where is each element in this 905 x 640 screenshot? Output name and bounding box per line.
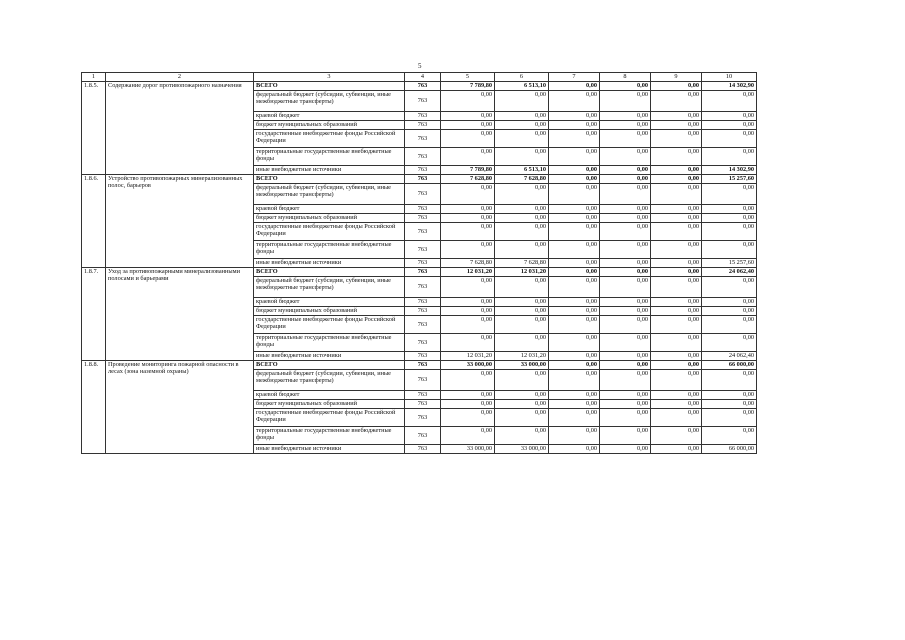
amount-cell: 7 628,80 xyxy=(441,175,495,184)
amount-cell: 0,00 xyxy=(600,166,651,175)
kbk-code: 763 xyxy=(405,370,441,391)
section-name: Уход за противопожарными минерализованными полосами и барьерами xyxy=(106,268,254,361)
funding-source: территориальные государственные внебюджетные фонды xyxy=(254,241,405,259)
amount-cell: 7 628,80 xyxy=(441,259,495,268)
amount-cell: 0,00 xyxy=(441,112,495,121)
kbk-code: 763 xyxy=(405,223,441,241)
amount-cell: 7 628,80 xyxy=(495,259,549,268)
funding-source: краевой бюджет xyxy=(254,298,405,307)
section-code: 1.8.8. xyxy=(82,361,106,454)
amount-cell: 0,00 xyxy=(651,148,702,166)
amount-cell: 0,00 xyxy=(600,259,651,268)
amount-cell: 0,00 xyxy=(702,391,757,400)
amount-cell: 0,00 xyxy=(600,175,651,184)
amount-cell: 7 628,80 xyxy=(495,175,549,184)
amount-cell: 0,00 xyxy=(600,445,651,454)
kbk-code: 763 xyxy=(405,175,441,184)
section-code: 1.8.7. xyxy=(82,268,106,361)
funding-source: ВСЕГО xyxy=(254,82,405,91)
amount-cell: 0,00 xyxy=(702,277,757,298)
amount-cell: 0,00 xyxy=(495,307,549,316)
funding-source: государственные внебюджетные фонды Российской Федерации xyxy=(254,316,405,334)
kbk-code: 763 xyxy=(405,130,441,148)
amount-cell: 33 000,00 xyxy=(495,361,549,370)
funding-source: бюджет муниципальных образований xyxy=(254,214,405,223)
amount-cell: 0,00 xyxy=(441,400,495,409)
amount-cell: 0,00 xyxy=(600,82,651,91)
kbk-code: 763 xyxy=(405,277,441,298)
amount-cell: 0,00 xyxy=(441,316,495,334)
kbk-code: 763 xyxy=(405,352,441,361)
funding-source: территориальные государственные внебюджетные фонды xyxy=(254,427,405,445)
amount-cell: 0,00 xyxy=(495,277,549,298)
amount-cell: 0,00 xyxy=(549,175,600,184)
kbk-code: 763 xyxy=(405,214,441,223)
amount-cell: 0,00 xyxy=(600,91,651,112)
amount-cell: 0,00 xyxy=(549,121,600,130)
kbk-code: 763 xyxy=(405,391,441,400)
amount-cell: 0,00 xyxy=(651,427,702,445)
kbk-code: 763 xyxy=(405,445,441,454)
amount-cell: 0,00 xyxy=(549,277,600,298)
amount-cell: 0,00 xyxy=(702,214,757,223)
amount-cell: 0,00 xyxy=(702,334,757,352)
amount-cell: 0,00 xyxy=(549,370,600,391)
amount-cell: 0,00 xyxy=(600,130,651,148)
amount-cell: 0,00 xyxy=(651,112,702,121)
amount-cell: 0,00 xyxy=(495,91,549,112)
section-code: 1.8.6. xyxy=(82,175,106,268)
amount-cell: 0,00 xyxy=(549,148,600,166)
amount-cell: 0,00 xyxy=(702,307,757,316)
kbk-code: 763 xyxy=(405,166,441,175)
amount-cell: 0,00 xyxy=(651,82,702,91)
amount-cell: 0,00 xyxy=(549,352,600,361)
amount-cell: 0,00 xyxy=(549,91,600,112)
amount-cell: 0,00 xyxy=(651,223,702,241)
amount-cell: 14 302,90 xyxy=(702,82,757,91)
kbk-code: 763 xyxy=(405,91,441,112)
amount-cell: 0,00 xyxy=(702,370,757,391)
funding-source: иные внебюджетные источники xyxy=(254,166,405,175)
funding-source: ВСЕГО xyxy=(254,268,405,277)
amount-cell: 0,00 xyxy=(600,184,651,205)
amount-cell: 0,00 xyxy=(495,334,549,352)
kbk-code: 763 xyxy=(405,112,441,121)
amount-cell: 0,00 xyxy=(441,205,495,214)
amount-cell: 0,00 xyxy=(651,334,702,352)
amount-cell: 0,00 xyxy=(651,130,702,148)
amount-cell: 0,00 xyxy=(651,259,702,268)
amount-cell: 0,00 xyxy=(441,223,495,241)
amount-cell: 0,00 xyxy=(441,184,495,205)
page-number: 5 xyxy=(418,62,422,70)
amount-cell: 0,00 xyxy=(702,241,757,259)
funding-source: территориальные государственные внебюджетные фонды xyxy=(254,148,405,166)
amount-cell: 0,00 xyxy=(702,112,757,121)
amount-cell: 0,00 xyxy=(495,148,549,166)
amount-cell: 0,00 xyxy=(495,316,549,334)
amount-cell: 12 031,20 xyxy=(495,352,549,361)
amount-cell: 0,00 xyxy=(549,298,600,307)
amount-cell: 0,00 xyxy=(549,427,600,445)
amount-cell: 0,00 xyxy=(441,277,495,298)
amount-cell: 0,00 xyxy=(600,268,651,277)
amount-cell: 0,00 xyxy=(651,370,702,391)
amount-cell: 66 000,00 xyxy=(702,361,757,370)
amount-cell: 0,00 xyxy=(600,391,651,400)
amount-cell: 0,00 xyxy=(651,352,702,361)
amount-cell: 0,00 xyxy=(441,298,495,307)
amount-cell: 0,00 xyxy=(651,166,702,175)
amount-cell: 0,00 xyxy=(549,112,600,121)
kbk-code: 763 xyxy=(405,184,441,205)
amount-cell: 0,00 xyxy=(600,298,651,307)
amount-cell: 0,00 xyxy=(441,391,495,400)
amount-cell: 0,00 xyxy=(702,409,757,427)
amount-cell: 0,00 xyxy=(702,223,757,241)
amount-cell: 0,00 xyxy=(651,268,702,277)
amount-cell: 0,00 xyxy=(702,298,757,307)
amount-cell: 0,00 xyxy=(549,166,600,175)
amount-cell: 0,00 xyxy=(441,121,495,130)
amount-cell: 0,00 xyxy=(651,175,702,184)
amount-cell: 0,00 xyxy=(651,277,702,298)
kbk-code: 763 xyxy=(405,334,441,352)
amount-cell: 12 031,20 xyxy=(441,268,495,277)
kbk-code: 763 xyxy=(405,409,441,427)
funding-source: иные внебюджетные источники xyxy=(254,352,405,361)
amount-cell: 0,00 xyxy=(600,241,651,259)
amount-cell: 6 513,10 xyxy=(495,82,549,91)
header-cell: 7 xyxy=(549,73,600,82)
amount-cell: 33 000,00 xyxy=(441,361,495,370)
amount-cell: 0,00 xyxy=(600,148,651,166)
amount-cell: 0,00 xyxy=(651,205,702,214)
amount-cell: 0,00 xyxy=(549,82,600,91)
kbk-code: 763 xyxy=(405,148,441,166)
amount-cell: 0,00 xyxy=(549,214,600,223)
header-cell: 9 xyxy=(651,73,702,82)
amount-cell: 0,00 xyxy=(600,223,651,241)
amount-cell: 0,00 xyxy=(702,148,757,166)
funding-source: иные внебюджетные источники xyxy=(254,445,405,454)
amount-cell: 0,00 xyxy=(702,184,757,205)
amount-cell: 0,00 xyxy=(651,316,702,334)
amount-cell: 12 031,20 xyxy=(441,352,495,361)
funding-source: федеральный бюджет (субсидии, субвенции, иные межбюджетные трансферты) xyxy=(254,277,405,298)
amount-cell: 66 000,00 xyxy=(702,445,757,454)
kbk-code: 763 xyxy=(405,241,441,259)
amount-cell: 0,00 xyxy=(495,409,549,427)
amount-cell: 0,00 xyxy=(651,361,702,370)
amount-cell: 0,00 xyxy=(702,130,757,148)
amount-cell: 0,00 xyxy=(495,214,549,223)
funding-source: бюджет муниципальных образований xyxy=(254,400,405,409)
funding-source: государственные внебюджетные фонды Российской Федерации xyxy=(254,130,405,148)
kbk-code: 763 xyxy=(405,316,441,334)
funding-source: ВСЕГО xyxy=(254,361,405,370)
amount-cell: 15 257,60 xyxy=(702,259,757,268)
amount-cell: 0,00 xyxy=(702,427,757,445)
amount-cell: 0,00 xyxy=(600,214,651,223)
amount-cell: 0,00 xyxy=(549,316,600,334)
amount-cell: 0,00 xyxy=(495,241,549,259)
amount-cell: 15 257,60 xyxy=(702,175,757,184)
amount-cell: 0,00 xyxy=(495,391,549,400)
kbk-code: 763 xyxy=(405,268,441,277)
amount-cell: 0,00 xyxy=(495,184,549,205)
amount-cell: 0,00 xyxy=(600,361,651,370)
amount-cell: 0,00 xyxy=(549,259,600,268)
amount-cell: 6 513,10 xyxy=(495,166,549,175)
kbk-code: 763 xyxy=(405,205,441,214)
amount-cell: 24 062,40 xyxy=(702,352,757,361)
kbk-code: 763 xyxy=(405,121,441,130)
amount-cell: 0,00 xyxy=(549,334,600,352)
header-cell: 2 xyxy=(106,73,254,82)
amount-cell: 0,00 xyxy=(495,223,549,241)
amount-cell: 0,00 xyxy=(600,112,651,121)
amount-cell: 0,00 xyxy=(600,334,651,352)
funding-source: федеральный бюджет (субсидии, субвенции, иные межбюджетные трансферты) xyxy=(254,184,405,205)
funding-source: федеральный бюджет (субсидии, субвенции, иные межбюджетные трансферты) xyxy=(254,91,405,112)
table-row xyxy=(82,268,757,277)
section-code: 1.8.5. xyxy=(82,82,106,175)
amount-cell: 0,00 xyxy=(651,307,702,316)
amount-cell: 0,00 xyxy=(702,400,757,409)
header-cell: 1 xyxy=(82,73,106,82)
header-cell: 3 xyxy=(254,73,405,82)
kbk-code: 763 xyxy=(405,259,441,268)
header-cell: 5 xyxy=(441,73,495,82)
amount-cell: 0,00 xyxy=(651,91,702,112)
amount-cell: 0,00 xyxy=(702,121,757,130)
section-name: Проведение мониторинга пожарной опасности в лесах (зона наземной охраны) xyxy=(106,361,254,454)
header-cell: 10 xyxy=(702,73,757,82)
amount-cell: 0,00 xyxy=(441,334,495,352)
funding-source: территориальные государственные внебюджетные фонды xyxy=(254,334,405,352)
amount-cell: 0,00 xyxy=(651,214,702,223)
amount-cell: 0,00 xyxy=(495,130,549,148)
amount-cell: 0,00 xyxy=(549,409,600,427)
funding-source: государственные внебюджетные фонды Российской Федерации xyxy=(254,409,405,427)
amount-cell: 0,00 xyxy=(600,316,651,334)
amount-cell: 0,00 xyxy=(549,223,600,241)
kbk-code: 763 xyxy=(405,307,441,316)
funding-source: краевой бюджет xyxy=(254,205,405,214)
amount-cell: 0,00 xyxy=(702,91,757,112)
amount-cell: 0,00 xyxy=(651,241,702,259)
budget-table xyxy=(81,72,757,454)
amount-cell: 0,00 xyxy=(600,307,651,316)
amount-cell: 0,00 xyxy=(600,277,651,298)
amount-cell: 0,00 xyxy=(651,400,702,409)
kbk-code: 763 xyxy=(405,361,441,370)
amount-cell: 0,00 xyxy=(549,445,600,454)
header-cell: 4 xyxy=(405,73,441,82)
amount-cell: 0,00 xyxy=(702,316,757,334)
amount-cell: 0,00 xyxy=(549,268,600,277)
amount-cell: 7 789,80 xyxy=(441,166,495,175)
amount-cell: 0,00 xyxy=(600,205,651,214)
amount-cell: 0,00 xyxy=(651,121,702,130)
funding-source: иные внебюджетные источники xyxy=(254,259,405,268)
amount-cell: 0,00 xyxy=(441,130,495,148)
amount-cell: 0,00 xyxy=(600,370,651,391)
amount-cell: 14 302,90 xyxy=(702,166,757,175)
funding-source: федеральный бюджет (субсидии, субвенции, иные межбюджетные трансферты) xyxy=(254,370,405,391)
table-row xyxy=(82,175,757,184)
kbk-code: 763 xyxy=(405,400,441,409)
amount-cell: 0,00 xyxy=(600,427,651,445)
amount-cell: 0,00 xyxy=(549,205,600,214)
amount-cell: 0,00 xyxy=(600,352,651,361)
amount-cell: 0,00 xyxy=(549,130,600,148)
funding-source: краевой бюджет xyxy=(254,112,405,121)
amount-cell: 0,00 xyxy=(549,307,600,316)
table-row xyxy=(82,82,757,91)
amount-cell: 0,00 xyxy=(441,214,495,223)
funding-source: краевой бюджет xyxy=(254,391,405,400)
amount-cell: 0,00 xyxy=(600,400,651,409)
amount-cell: 0,00 xyxy=(549,241,600,259)
amount-cell: 33 000,00 xyxy=(495,445,549,454)
amount-cell: 0,00 xyxy=(651,298,702,307)
amount-cell: 0,00 xyxy=(549,400,600,409)
amount-cell: 0,00 xyxy=(441,307,495,316)
amount-cell: 0,00 xyxy=(495,205,549,214)
amount-cell: 0,00 xyxy=(651,409,702,427)
amount-cell: 0,00 xyxy=(600,121,651,130)
amount-cell: 0,00 xyxy=(495,400,549,409)
amount-cell: 12 031,20 xyxy=(495,268,549,277)
amount-cell: 0,00 xyxy=(441,148,495,166)
kbk-code: 763 xyxy=(405,427,441,445)
amount-cell: 0,00 xyxy=(549,391,600,400)
amount-cell: 0,00 xyxy=(441,370,495,391)
amount-cell: 0,00 xyxy=(441,409,495,427)
amount-cell: 0,00 xyxy=(495,112,549,121)
amount-cell: 0,00 xyxy=(702,205,757,214)
amount-cell: 0,00 xyxy=(495,370,549,391)
kbk-code: 763 xyxy=(405,298,441,307)
funding-source: бюджет муниципальных образований xyxy=(254,307,405,316)
header-cell: 6 xyxy=(495,73,549,82)
amount-cell: 0,00 xyxy=(495,121,549,130)
header-row xyxy=(82,73,757,82)
amount-cell: 0,00 xyxy=(441,427,495,445)
amount-cell: 0,00 xyxy=(441,241,495,259)
amount-cell: 0,00 xyxy=(651,445,702,454)
amount-cell: 0,00 xyxy=(651,184,702,205)
amount-cell: 0,00 xyxy=(651,391,702,400)
amount-cell: 0,00 xyxy=(495,298,549,307)
funding-source: государственные внебюджетные фонды Российской Федерации xyxy=(254,223,405,241)
kbk-code: 763 xyxy=(405,82,441,91)
section-name: Устройство противопожарных минерализованных полос, барьеров xyxy=(106,175,254,268)
table-row xyxy=(82,361,757,370)
amount-cell: 24 062,40 xyxy=(702,268,757,277)
amount-cell: 0,00 xyxy=(441,91,495,112)
amount-cell: 0,00 xyxy=(549,361,600,370)
funding-source: ВСЕГО xyxy=(254,175,405,184)
amount-cell: 33 000,00 xyxy=(441,445,495,454)
amount-cell: 0,00 xyxy=(549,184,600,205)
amount-cell: 7 789,80 xyxy=(441,82,495,91)
amount-cell: 0,00 xyxy=(600,409,651,427)
header-cell: 8 xyxy=(600,73,651,82)
section-name: Содержание дорог противопожарного назначения xyxy=(106,82,254,175)
funding-source: бюджет муниципальных образований xyxy=(254,121,405,130)
amount-cell: 0,00 xyxy=(495,427,549,445)
